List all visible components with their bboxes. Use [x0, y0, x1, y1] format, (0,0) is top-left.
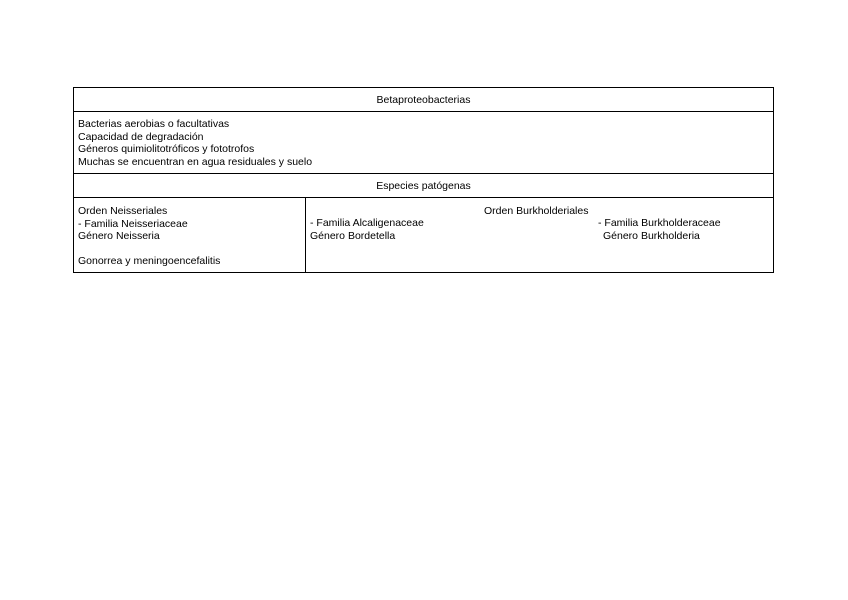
- table-title: Betaproteobacterias: [376, 93, 471, 106]
- species-row: [74, 198, 773, 272]
- neisseriales-order: Orden Neisseriales: [78, 205, 168, 217]
- features-row: [74, 112, 773, 174]
- feature-line: Bacterias aerobias o facultativas: [78, 118, 230, 130]
- burkholderiales-cell: [306, 198, 773, 272]
- neisseriales-cell: [74, 198, 306, 272]
- feature-line: Muchas se encuentran en agua residuales y suelo: [78, 155, 313, 168]
- burkholderiales-order: Orden Burkholderiales: [484, 205, 589, 217]
- burkholderaceae-family: - Familia Burkholderaceae: [598, 217, 721, 229]
- pathogenic-species-row: [74, 174, 773, 198]
- betaproteobacteria-table: [73, 87, 774, 273]
- neisseria-genus: Género Neisseria: [78, 230, 160, 242]
- table-title-row: [74, 88, 773, 112]
- pathogenic-species-heading: Especies patógenas: [376, 179, 471, 192]
- spacer: [78, 243, 305, 255]
- bordetella-genus: Género Bordetella: [310, 230, 396, 242]
- feature-line: Capacidad de degradación: [78, 130, 204, 143]
- alcaligenaceae-family: - Familia Alcaligenaceae: [310, 217, 424, 229]
- burkholderia-genus: Género Burkholderia: [603, 230, 700, 242]
- feature-line: Géneros quimiolitotróficos y fototrofos: [78, 143, 255, 155]
- neisseriaceae-family: - Familia Neisseriaceae: [78, 217, 188, 230]
- neisseria-diseases: Gonorrea y meningoencefalitis: [78, 254, 221, 267]
